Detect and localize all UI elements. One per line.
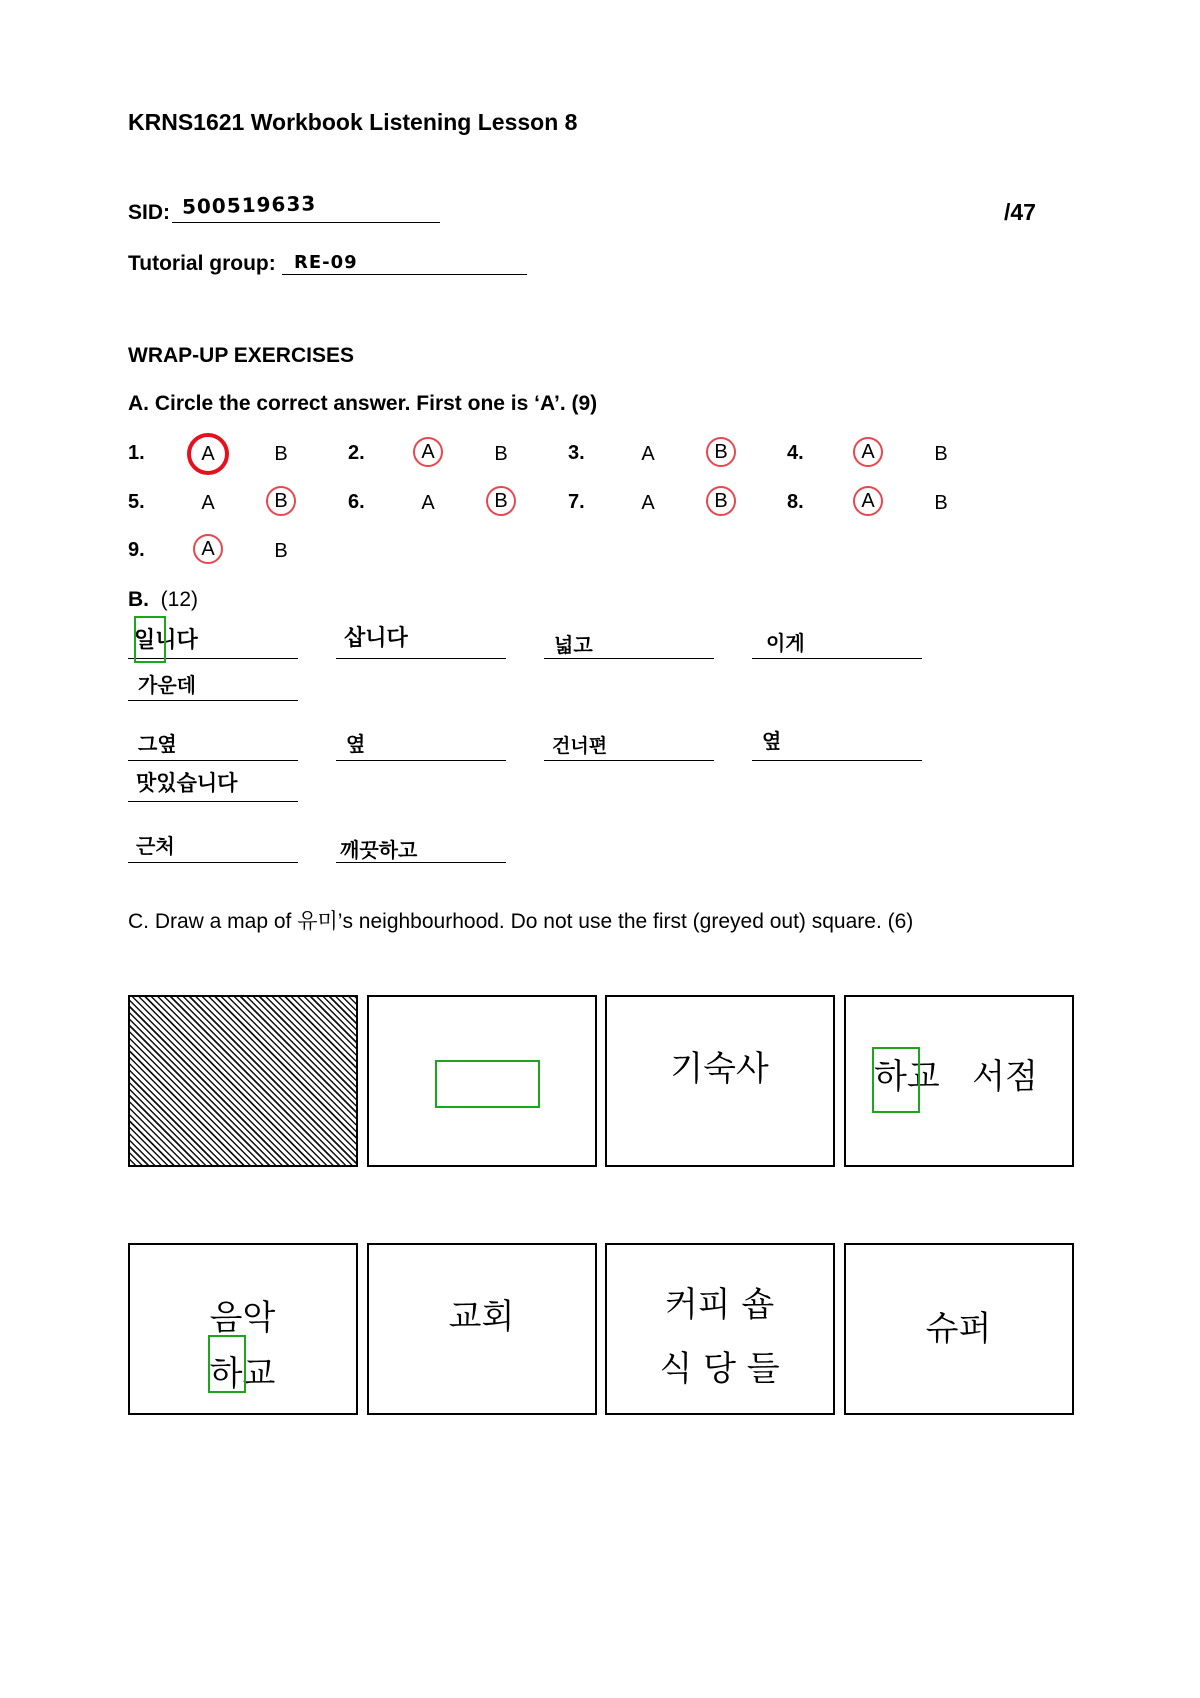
option-a[interactable]: A bbox=[421, 492, 435, 514]
answer-line bbox=[128, 760, 298, 761]
map-square-greyed bbox=[128, 995, 358, 1167]
question-number: 9. bbox=[128, 539, 145, 561]
sid-label: SID: bbox=[128, 201, 170, 224]
option-b-circled[interactable]: B bbox=[486, 486, 516, 516]
answer-text: 옆 bbox=[762, 729, 782, 753]
map-square[interactable] bbox=[367, 1243, 597, 1415]
question-number: 3. bbox=[568, 442, 585, 464]
correction-box bbox=[872, 1047, 920, 1113]
sid-value: 500519633 bbox=[181, 191, 317, 219]
correction-box bbox=[208, 1335, 246, 1393]
map-square[interactable] bbox=[605, 995, 835, 1167]
map-label: 하교 서점 bbox=[874, 1057, 1038, 1097]
answer-text: 옆 bbox=[346, 732, 366, 756]
part-b-label: B. bbox=[128, 588, 149, 611]
option-a[interactable]: A bbox=[641, 443, 655, 465]
part-b-points: (12) bbox=[160, 588, 199, 611]
answer-line bbox=[752, 760, 922, 761]
answer-line bbox=[128, 700, 298, 701]
map-label: 음악 하교 bbox=[209, 1298, 276, 1394]
option-b-circled[interactable]: B bbox=[266, 486, 296, 516]
answer-text: 이게 bbox=[766, 631, 805, 655]
answer-text: 그옆 bbox=[138, 732, 177, 756]
map-label: 교회 bbox=[448, 1297, 515, 1337]
option-b[interactable]: B bbox=[494, 443, 508, 465]
answer-line bbox=[336, 760, 506, 761]
option-b[interactable]: B bbox=[274, 540, 288, 562]
map-square[interactable] bbox=[367, 995, 597, 1167]
part-a-instruction bbox=[128, 392, 597, 416]
answer-text: 맛있습니다 bbox=[136, 771, 238, 795]
option-a-circled[interactable]: A bbox=[853, 437, 883, 467]
answer-line bbox=[128, 801, 298, 802]
part-c-instruction: C. Draw a map of 유미’s neighbourhood. Do not use the first (greyed out) square. (6) bbox=[128, 910, 914, 933]
question-number: 8. bbox=[787, 491, 804, 513]
answer-text: 삽니다 bbox=[344, 626, 408, 651]
option-b[interactable]: B bbox=[934, 443, 948, 465]
section-heading: WRAP-UP EXERCISES bbox=[128, 344, 354, 367]
answer-text: 건너편 bbox=[552, 735, 608, 757]
map-square[interactable] bbox=[605, 1243, 835, 1415]
option-b[interactable]: B bbox=[274, 443, 288, 465]
map-label: 슈퍼 bbox=[925, 1309, 992, 1349]
part-a-instruction-text: A. Circle the correct answer. First one is ‘A’. (9) bbox=[128, 392, 598, 415]
question-number: 2. bbox=[348, 442, 365, 464]
question-number: 5. bbox=[128, 491, 145, 513]
answer-line bbox=[544, 760, 714, 761]
correction-box bbox=[134, 616, 166, 663]
answer-line bbox=[752, 658, 922, 659]
answer-text: 넓고 bbox=[554, 633, 593, 657]
map-square[interactable] bbox=[844, 1243, 1074, 1415]
map-label: 커피 숍 식 당 들 bbox=[659, 1285, 780, 1389]
answer-text: 깨끗하고 bbox=[340, 838, 418, 862]
tutorial-group-label: Tutorial group: bbox=[128, 252, 276, 275]
question-number: 6. bbox=[348, 491, 365, 513]
question-number: 7. bbox=[568, 491, 585, 513]
option-a-circled[interactable]: A bbox=[853, 486, 883, 516]
answer-text: 근처 bbox=[136, 834, 175, 858]
option-b[interactable]: B bbox=[934, 492, 948, 514]
question-number: 1. bbox=[128, 442, 145, 464]
part-b-heading bbox=[128, 588, 198, 612]
option-b-circled[interactable]: B bbox=[706, 437, 736, 467]
answer-text: 가운데 bbox=[138, 673, 196, 697]
option-a-circled[interactable]: A bbox=[413, 437, 443, 467]
option-a-circled[interactable]: A bbox=[193, 534, 223, 564]
worksheet-title: KRNS1621 Workbook Listening Lesson 8 bbox=[128, 109, 578, 135]
map-label: 기숙사 bbox=[670, 1049, 769, 1089]
map-square[interactable] bbox=[128, 1243, 358, 1415]
option-b-circled[interactable]: B bbox=[706, 486, 736, 516]
option-a-circled[interactable]: A bbox=[187, 433, 229, 475]
correction-box bbox=[435, 1060, 540, 1108]
sid-underline bbox=[172, 222, 440, 223]
answer-line bbox=[128, 862, 298, 863]
option-a[interactable]: A bbox=[641, 492, 655, 514]
answer-line bbox=[336, 658, 506, 659]
map-square[interactable] bbox=[844, 995, 1074, 1167]
score-total: /47 bbox=[1004, 199, 1036, 225]
answer-line bbox=[336, 862, 506, 863]
question-number: 4. bbox=[787, 442, 804, 464]
tutorial-group-value: RE-09 bbox=[294, 252, 358, 273]
tutorial-underline bbox=[282, 274, 527, 275]
option-a[interactable]: A bbox=[201, 492, 215, 514]
answer-text: 일니다 bbox=[134, 628, 198, 653]
answer-line bbox=[544, 658, 714, 659]
